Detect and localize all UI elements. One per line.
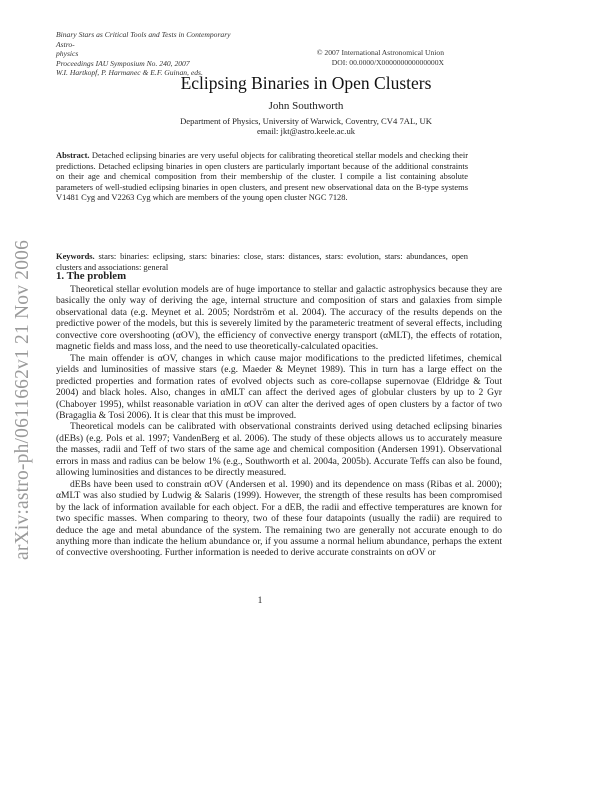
keywords-text: stars: binaries: eclipsing, stars: binaries: close, stars: distances, stars: evolution, stars: abundances, open clusters and associations: general	[56, 251, 469, 272]
paragraph: The main offender is αOV, changes in which cause major modifications to the predicted lifetimes, chemical yields and luminosities of massive stars (e.g. Maeder & Meynet 1989). This in turn has a large effect on the predicted properties and formation rates of evolved objects such as core-collapse supernovae (Eldridge & Tout 2004) and black holes. Also, changes in αMLT can affect the derived ages of globular clusters by up to 2 Gyr (Chaboyer 1995), whilst reasonable variation in αOV can alter the derived ages of open clusters by a factor of two (Bragaglia & Tosi 2006). It is clear that this must be improved.	[56, 352, 502, 421]
header-line: Proceedings IAU Symposium No. 240, 2007	[56, 58, 190, 68]
abstract-text: Detached eclipsing binaries are very useful objects for calibrating theoretical stellar models and checking their predictions. Detached eclipsing binaries in open clusters are particularly important because of the additional constraints on their age and chemical composition from their membership of the cluster. I compile a list containing absolute parameters of well-studied eclipsing binaries in open clusters, and present new observational data on the B-type systems V1481 Cyg and V2263 Cyg which are members of the young open cluster NGC 7128.	[56, 150, 469, 203]
page-number: 1	[257, 596, 263, 606]
running-header-left	[56, 30, 236, 78]
affiliation-block	[0, 116, 612, 137]
paragraph: Theoretical models can be calibrated with observational constraints derived using detached eclipsing binaries (dEBs) (e.g. Pols et al. 1997; VandenBerg et al. 2006). The study of these objects allows us to accurately measure the masses, radii and Teff of two stars of the same age and chemical composition (Andersen 1991). Observational errors in mass and radius can be below 1% (e.g., Southworth et al. 2004a, 2005b). Accurate Teffs can also be found, allowing luminosities and distances to be directly measured.	[56, 421, 502, 479]
paper-title: Eclipsing Binaries in Open Clusters	[180, 73, 432, 93]
author-name: John Southworth	[268, 100, 344, 112]
paragraph: Theoretical stellar evolution models are of huge importance to stellar and galactic astrophysics because they are basically the only way of deriving the age, internal structure and composition of stars and galaxies from simple observational data (e.g. Meynet et al. 2005; Nordström et al. 2004). The accuracy of the results depends on the predictive power of the models, but this is severely limited by the parameteric treatment of several effects, including convective core overshooting (αOV), the efficiency of convective energy transport (αMLT), the effects of rotation, magnetic fields and mass loss, and the need to use theoretically-calculated opacities.	[56, 284, 502, 353]
arxiv-side-stamp: arXiv:astro-ph/0611662v1 21 Nov 2006	[12, 239, 33, 560]
header-line: Binary Stars as Critical Tools and Tests in Contemporary Astro-	[56, 30, 231, 49]
affiliation: Department of Physics, University of Warwick, Coventry, CV4 7AL, UK	[180, 116, 432, 126]
paragraph: dEBs have been used to constrain αOV (Andersen et al. 1990) and its dependence on mass (Ribas et al. 2000); αMLT was also studied by Ludwig & Salaris (1999). However, the strength of these results has been compromised by the lack of information available for each object. For a dEB, the radii and effective temperatures are known for two specific masses. When comparing to theory, two of these four datapoints (usually the radii) are required to deduce the age and metal abundance of the system. The remaining two are generally not accurate enough to do anything more than indicate the helium abundance or, if you assume a normal helium abundance, perhaps the extent of convective overshooting. Further information is needed to derive accurate constraints on αOV or	[56, 478, 502, 559]
header-line: W.I. Hartkopf, P. Harmanec & E.F. Guinan, eds.	[56, 68, 203, 78]
email: email: jkt@astro.keele.ac.uk	[256, 126, 356, 137]
doi-line: DOI: 00.0000/X000000000000000X	[331, 57, 444, 67]
copyright-line: © 2007 International Astronomical Union	[316, 48, 444, 57]
abstract-label: Abstract.	[56, 150, 90, 160]
keywords-label: Keywords.	[56, 251, 95, 261]
section-heading: 1. The problem	[56, 270, 127, 282]
running-header-right	[317, 48, 444, 67]
body-text	[56, 284, 502, 559]
abstract	[56, 150, 468, 203]
keywords	[56, 251, 468, 272]
header-line: physics	[56, 49, 79, 59]
